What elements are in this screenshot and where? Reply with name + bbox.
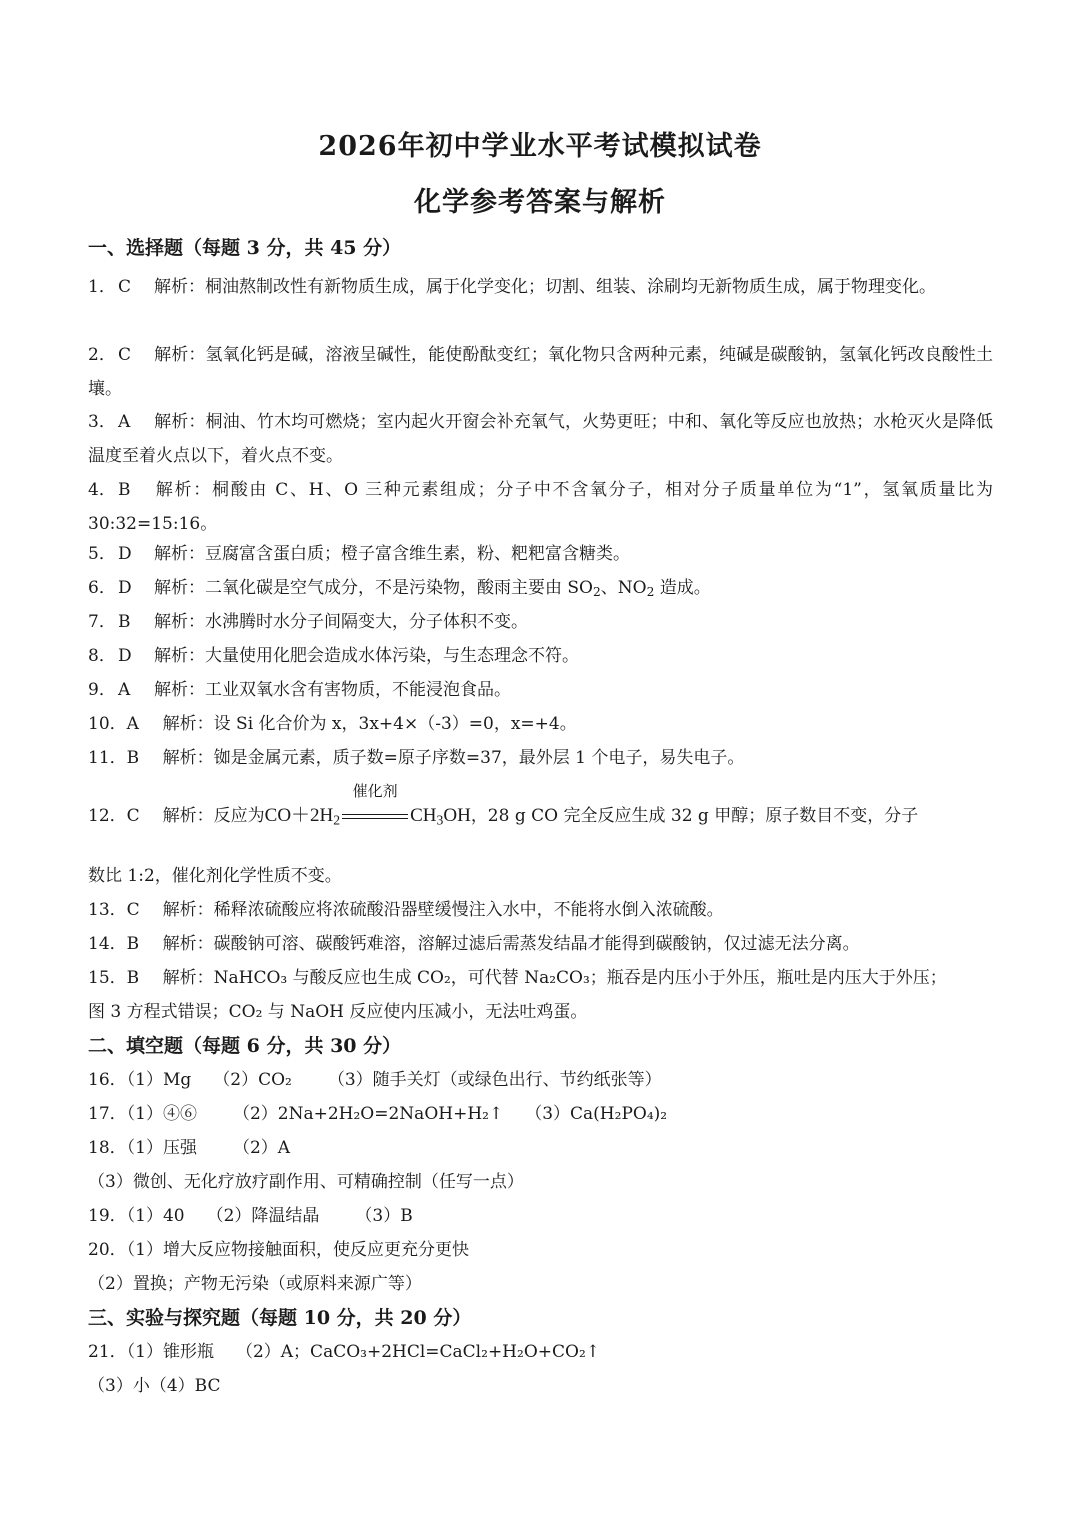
answer-q5: 5． D 解析：豆腐富含蛋白质；橙子富含维生素，粉、粑粑富含糖类。 xyxy=(88,544,630,564)
answer-q7: 7． B 解析：水沸腾时水分子间隔变大，分子体积不变。 xyxy=(88,612,528,632)
answer-q1: 1． C 解析：桐油熬制改性有新物质生成，属于化学变化；切割、组装、涂刷均无新物质生成，属于物理变化。 xyxy=(88,277,936,297)
answer-q12-continued: 数比 1:2，催化剂化学性质不变。 xyxy=(88,866,342,886)
answer-q19: 19．（1）40 （2）降温结晶 （3）B xyxy=(88,1206,413,1226)
answer-q21: 21．（1）锥形瓶 （2）A；CaCO₃+2HCl=CaCl₂+H₂O+CO₂↑ xyxy=(88,1342,601,1362)
answer-q4: 4． B 解析：桐酸由 C、H、O 三种元素组成；分子中不含氧分子，相对分子质量单位为“1”，氢氧质量比为30:32=15:16。 xyxy=(88,480,993,534)
answer-q16: 16．（1）Mg （2）CO₂ （3）随手关灯（或绿色出行、节约纸张等） xyxy=(88,1070,662,1090)
page-title: 2026年初中学业水平考试模拟试卷 xyxy=(318,131,762,162)
page-subtitle: 化学参考答案与解析 xyxy=(414,187,666,218)
section-heading-lab: 三、实验与探究题（每题 10 分，共 20 分） xyxy=(88,1307,472,1329)
answer-q12: 12．C 解析：反应为$CO+2H_2$ 催化剂 $CH_3OH$，28 g CO 完全反应生成 32 g 甲醇；原子数目不变，分子 xyxy=(88,781,919,828)
answer-q9: 9． A 解析：工业双氧水含有害物质，不能浸泡食品。 xyxy=(88,680,511,700)
answer-q8: 8． D 解析：大量使用化肥会造成水体污染，与生态理念不符。 xyxy=(88,646,579,666)
answer-q20: 20．（1）增大反应物接触面积，使反应更充分更快 xyxy=(88,1240,469,1260)
answer-q17: 17．（1）④⑥ （2）2Na+2H₂O=2NaOH+H₂↑ （3）Ca(H₂PO₄)₂ xyxy=(88,1104,668,1124)
section-heading-choice: 一、选择题（每题 3 分，共 45 分） xyxy=(88,237,402,259)
answer-q6: 6． D 解析：二氧化碳是空气成分，不是污染物，酸雨主要由 $SO_2$、$NO_2$ 造成。 xyxy=(88,578,711,600)
equation-product: $CH_3OH$ xyxy=(410,805,471,828)
answer-q15: 15．B 解析：NaHCO₃ 与酸反应也生成 CO₂，可代替 Na₂CO₃；瓶吞是内压小于外压，瓶吐是内压大于外压； xyxy=(88,968,947,988)
answer-q15-continued: 图 3 方程式错误；CO₂ 与 NaOH 反应使内压减小，无法吐鸡蛋。 xyxy=(88,1002,588,1022)
answer-q14: 14．B 解析：碳酸钠可溶、碳酸钙难溶，溶解过滤后需蒸发结晶才能得到碳酸钠，仅过滤无法分离。 xyxy=(88,934,860,954)
catalyst-arrow: 催化剂 xyxy=(342,805,408,829)
answer-q18-part3: （3）微创、无化疗放疗副作用、可精确控制（任写一点） xyxy=(88,1172,524,1192)
answer-q10: 10．A 解析：设 Si 化合价为 x，3x+4×（-3）=0，x=+4。 xyxy=(88,714,577,734)
answer-q11: 11．B 解析：铷是金属元素，质子数=原子序数=37，最外层 1 个电子，易失电子。 xyxy=(88,748,745,768)
answer-q21-part3: （3）小（4）BC xyxy=(88,1376,221,1396)
answer-q2: 2． C 解析：氢氧化钙是碱，溶液呈碱性，能使酚酞变红；氧化物只含两种元素，纯碱是碳酸钠，氢氧化钙改良酸性土壤。 xyxy=(88,345,993,399)
answer-q18: 18．（1）压强 （2）A xyxy=(88,1138,291,1158)
answer-q3: 3． A 解析：桐油、竹木均可燃烧；室内起火开窗会补充氧气，火势更旺；中和、氧化等反应也放热；水枪灭火是降低温度至着火点以下，着火点不变。 xyxy=(88,412,993,466)
answer-q20-part2: （2）置换；产物无污染（或原料来源广等） xyxy=(88,1274,422,1294)
section-heading-fill: 二、填空题（每题 6 分，共 30 分） xyxy=(88,1035,402,1057)
equation-reactants: $CO+2H_2$ xyxy=(264,805,341,828)
answer-q13: 13．C 解析：稀释浓硫酸应将浓硫酸沿器壁缓慢注入水中，不能将水倒入浓硫酸。 xyxy=(88,900,724,920)
